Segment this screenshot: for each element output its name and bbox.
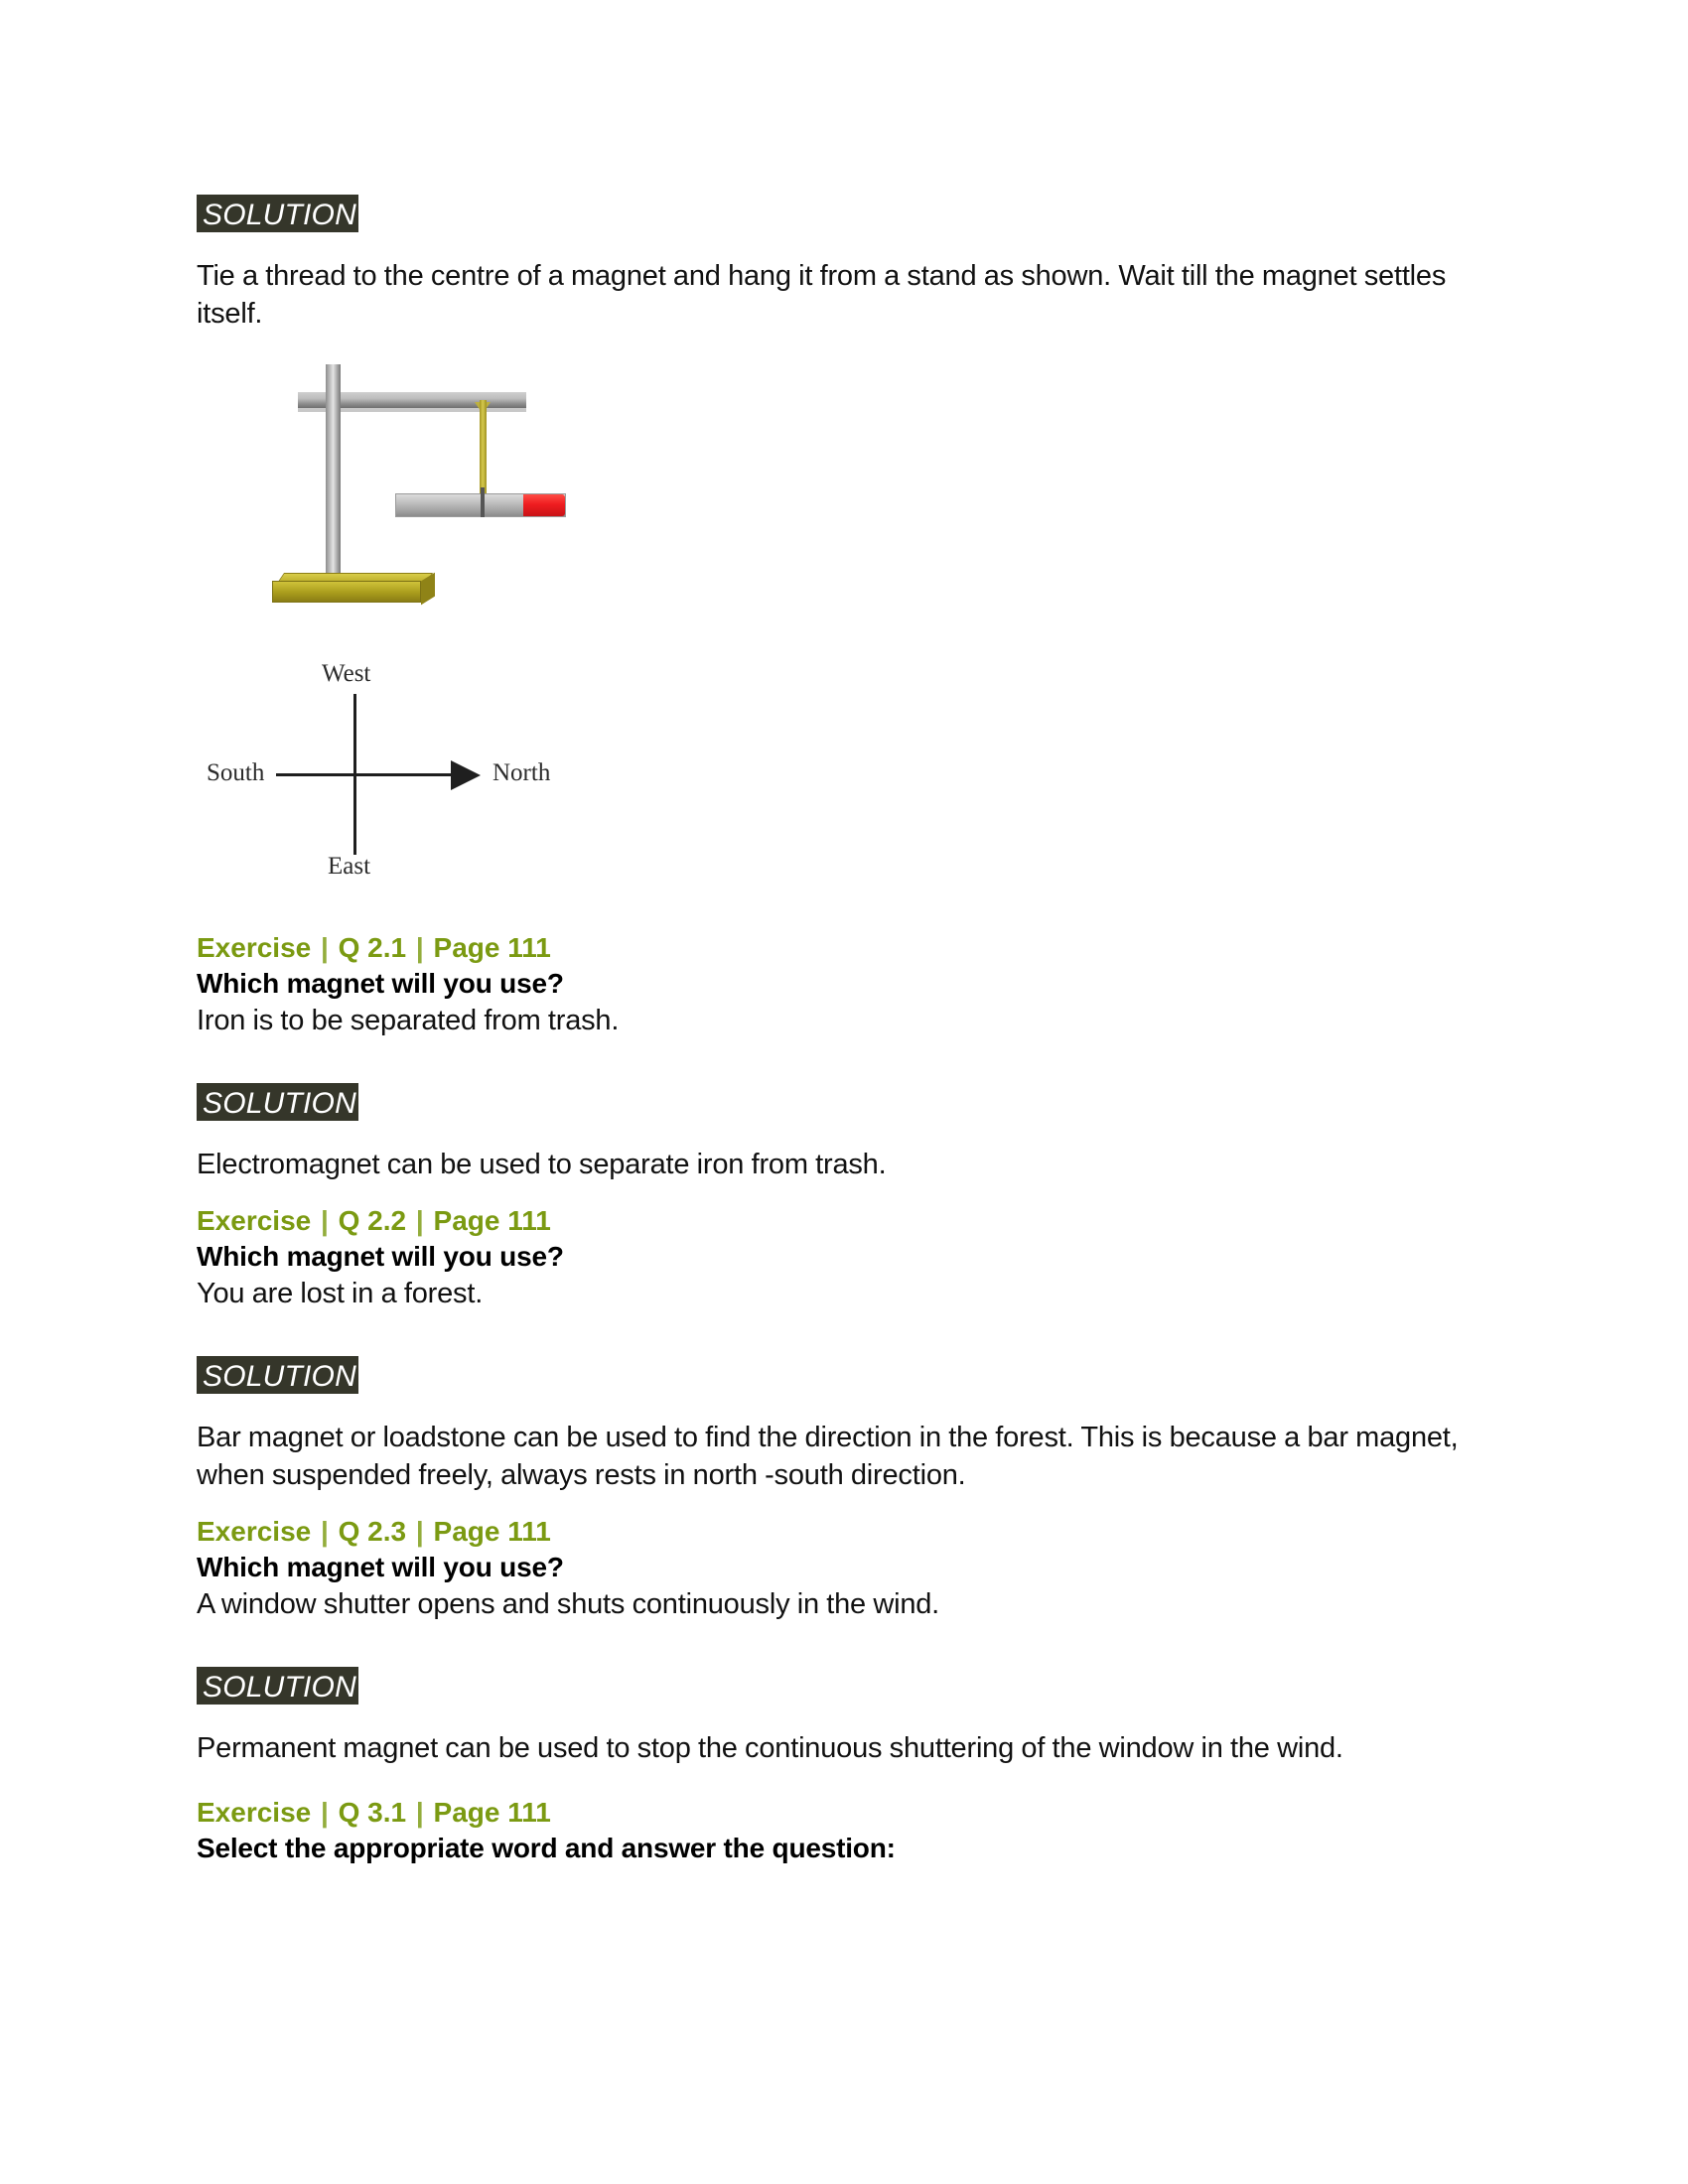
exercise-word: Exercise [197,932,312,963]
spacer [197,1183,1477,1203]
spacer [197,237,1477,257]
solution-badge-intro [197,195,1477,237]
question-title-q3-1: Select the appropriate word and answer the question: [197,1833,896,1863]
spacer [197,1623,1477,1667]
solution-text-intro: Tie a thread to the centre of a magnet and hang it from a stand as shown. Wait till the magnet settles itself. [197,260,1447,330]
magnet-suspension-pin [481,487,485,517]
solution-badge-q2-2 [197,1356,1477,1399]
solution-label: SOLUTION [197,1356,358,1394]
spacer [197,1399,1477,1419]
horizontal-axis-line [276,773,455,776]
solution-text-q2-2: Bar magnet or loadstone can be used to find the direction in the forest. This is because a bar magnet, when suspended freely, always rests in north -south direction. [197,1422,1459,1491]
solution-label: SOLUTION [197,1667,358,1705]
heading-separator: | [415,1205,424,1236]
exercise-word: Exercise [197,1797,312,1828]
exercise-heading-q2-3 [197,1514,1477,1550]
question-title-q2-2: Which magnet will you use? [197,1241,564,1272]
exercise-heading-q2-2 [197,1203,1477,1239]
exercise-question-number: Q 2.1 [338,932,407,963]
exercise-question-number: Q 2.3 [338,1516,407,1547]
heading-separator: | [321,1516,329,1547]
document-content [197,195,1477,1866]
label-west: West [322,660,371,687]
solution-label: SOLUTION [197,1083,358,1121]
north-arrowhead-icon [451,760,481,790]
solution-label: SOLUTION [197,195,358,232]
label-east: East [328,853,371,880]
heading-separator: | [415,932,424,963]
question-title-q2-1: Which magnet will you use? [197,968,564,999]
figure-magnet-stand [236,356,653,624]
exercise-word: Exercise [197,1205,312,1236]
spacer [197,1039,1477,1083]
exercise-page-number: Page 111 [433,932,551,963]
exercise-heading-q2-1 [197,930,1477,966]
magnet-red-pole [523,494,565,516]
exercise-heading-q3-1 [197,1795,1477,1831]
stand-vertical-rod [326,364,341,591]
exercise-page-number: Page 111 [433,1797,551,1828]
question-detail-q2-1: Iron is to be separated from trash. [197,1005,620,1036]
solution-text-q2-1: Electromagnet can be used to separate iron from trash. [197,1149,887,1180]
exercise-word: Exercise [197,1516,312,1547]
heading-separator: | [415,1797,424,1828]
spacer [197,1709,1477,1729]
solution-badge-q2-3 [197,1667,1477,1709]
exercise-page-number: Page 111 [433,1516,551,1547]
solution-badge-q2-1 [197,1083,1477,1126]
spacer [197,1494,1477,1514]
spacer [197,1126,1477,1146]
question-title-q2-3: Which magnet will you use? [197,1552,564,1582]
exercise-page-number: Page 111 [433,1205,551,1236]
exercise-question-number: Q 3.1 [338,1797,407,1828]
figure-direction-axes [207,658,604,896]
stand-base [272,581,421,603]
heading-separator: | [321,932,329,963]
exercise-question-number: Q 2.2 [338,1205,407,1236]
question-detail-q2-3: A window shutter opens and shuts continuously in the wind. [197,1588,940,1620]
heading-separator: | [321,1797,329,1828]
hanging-thread [480,400,487,497]
heading-separator: | [321,1205,329,1236]
spacer [197,896,1477,930]
solution-text-q2-3: Permanent magnet can be used to stop the continuous shuttering of the window in the wind. [197,1732,1343,1764]
question-detail-q2-2: You are lost in a forest. [197,1278,484,1309]
spacer [197,1312,1477,1356]
label-north: North [492,759,551,786]
spacer [197,1767,1477,1795]
heading-separator: | [415,1516,424,1547]
label-south: South [207,759,265,786]
